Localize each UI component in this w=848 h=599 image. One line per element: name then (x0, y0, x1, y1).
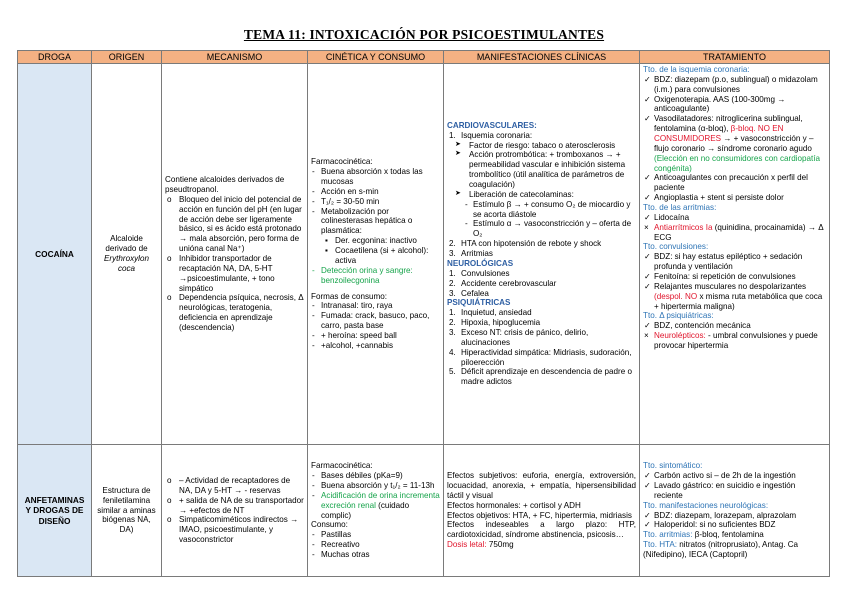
item-text: x misma ruta metabólica que coca + hipertermia maligna) (654, 291, 823, 311)
tto-header: Tto. manifestaciones neurológicas: (643, 500, 769, 510)
list-item (643, 114, 826, 173)
dosis-value: 750mg (488, 540, 514, 550)
header-manifestaciones: MANIFESTACIONES CLÍNICAS (444, 51, 640, 64)
item-text: Relajantes musculares no despolarizantes (654, 281, 807, 291)
list-item: ✓ Fenitoína: si repetición de convulsiones (643, 272, 826, 282)
item-text: Cefalea (461, 288, 489, 298)
list-item (643, 223, 826, 243)
list-item: - Muchas otras (311, 550, 440, 560)
header-origen: ORIGEN (92, 51, 162, 64)
list-item: - Metabolización por colinesterasas hepática o plasmática: (311, 207, 440, 237)
intoxication-table (17, 50, 830, 577)
item-text: → + vasoconstricción y – flujo coronario → síndrome coronario agudo (654, 134, 814, 153)
item-text: Convulsiones (461, 268, 510, 278)
list-item: Efectos subjetivos: euforia, energía, extroversión, locuacidad, anorexia, + empatía, hipersensibilidad táctil y visual (447, 471, 636, 500)
origen-line: Alcaloide (110, 234, 143, 244)
list-item: 2. Accidente cerebrovascular (449, 278, 557, 288)
tto-header: Tto. de las arritmias: (643, 203, 717, 213)
list-item: 2. Hipoxia, hipoglucemia (449, 318, 541, 328)
header-mecanismo: MECANISMO (162, 51, 308, 64)
list-item: - Recreativo (311, 540, 440, 550)
warning-text: Neurolépticos: (654, 331, 706, 341)
list-item: Efectos hormonales: + cortisol y ADH (447, 500, 581, 510)
origen-line: derivado de (105, 244, 148, 254)
header-droga: DROGA (18, 51, 92, 64)
list-item: 1. Isquemia coronaria: (449, 130, 533, 140)
list-item: ➤ Factor de riesgo: tabaco o aterosclerosis (447, 141, 636, 151)
cinetica-anfetaminas (308, 445, 444, 577)
item-text: Exceso NT: crisis de pánico, delirio, alucinaciones (461, 327, 589, 347)
item-text: Accidente cerebrovascular (461, 278, 557, 288)
list-item: - Estímulo β → + consumo O₂ de miocardio y se acorta diástole (447, 200, 636, 220)
neuro-header: NEUROLÓGICAS (447, 258, 514, 268)
list-item: o + salida de NA de su transportador → +efectos de NT (165, 496, 304, 516)
item-text: Déficit aprendizaje en descendencia de padre o madre adictos (461, 367, 632, 387)
list-item (643, 331, 826, 351)
list-item: - +alcohol, +cannabis (311, 341, 440, 351)
item-text: Hipoxia, hipoglucemia (461, 318, 541, 328)
list-item: - + heroína: speed ball (311, 331, 440, 341)
list-item: ✓ Carbón activo si – de 2h de la ingestión (643, 471, 826, 481)
list-item: ✓ Lavado gástrico: en suicidio e ingestión reciente (643, 481, 826, 501)
list-item: 1. Convulsiones (449, 268, 510, 278)
table-row-cocaina (18, 64, 830, 445)
list-item: ▪ Der. ecgonina: inactivo (311, 236, 440, 246)
list-item: - Acción en s-min (311, 187, 440, 197)
list-item (311, 491, 440, 521)
list-item: ➤ Acción protrombótica: + tromboxanos → + permeabilidad vascular e inhibición sistema trombolítico (útil analítica de parámetros de coagulación) (447, 150, 636, 189)
droga-cocaina: COCAÍNA (18, 64, 92, 445)
item-text: Inquietud, ansiedad (461, 308, 532, 318)
tto-header: Tto. HTA: (643, 540, 678, 550)
tto-header: Tto. sintomático: (643, 461, 703, 471)
note-text: (Elección en no consumidores con cardiopatía congénita) (654, 153, 821, 173)
item-text: Isquemia coronaria: (461, 130, 533, 140)
list-item: - Estímulo α → vasoconstricción y – oferta de O₂ (447, 219, 636, 239)
list-item: ➤ Liberación de catecolaminas: (447, 190, 636, 200)
list-item (643, 282, 826, 312)
mecanismo-anfetaminas (162, 445, 308, 577)
origen-cocaina (92, 64, 162, 445)
consumo-header: Consumo: (311, 520, 348, 530)
list-item: ✓ BDZ: diazepam, lorazepam, alprazolam (643, 511, 826, 521)
tratamiento-cocaina (640, 64, 830, 445)
list-item: ✓ Angioplastia + stent si persiste dolor (643, 193, 826, 203)
list-item: 5. Déficit aprendizaje en descendencia de padre o madre adictos (449, 367, 632, 387)
cinetica-header: Farmacocinética: (311, 157, 373, 167)
list-item: - Pastillas (311, 530, 440, 540)
item-text: (quinidina, procainamida) → Δ ECG (654, 222, 824, 242)
list-item: Efectos indeseables a largo plazo: HTP, cardiotoxicidad, síndrome abstinencia, psicosis… (447, 520, 636, 540)
tto-header: Tto. arritmias: (643, 530, 693, 540)
cardio-header: CARDIOVASCULARES: (447, 120, 537, 130)
tratamiento-anfetaminas (640, 445, 830, 577)
item-text: nitratos (nitroprusiato), Antag. Ca (Nifedipino), IECA (Captopril) (643, 540, 799, 559)
tto-header: Tto. de la isquemia coronaria: (643, 65, 750, 74)
list-item: 3. Arritmias (449, 249, 493, 259)
list-item: o Simpaticomiméticos indirectos → IMAO, psicoestimulante, y vasoconstrictor (165, 515, 304, 545)
detection-text: - Detección orina y sangre: benzoilecgonina (311, 266, 440, 286)
item-text: Arritmias (461, 249, 493, 259)
warning-text: β-bloq. NO EN CONSUMIDORES (654, 124, 784, 144)
warning-text: Antiarrítmicos Ia (654, 222, 713, 232)
origen-species: Erythroxylon coca (104, 254, 149, 273)
list-item: ✓ BDZ, contención mecánica (643, 321, 826, 331)
list-item: ✓ Haloperidol: si no suficientes BDZ (643, 520, 826, 530)
note-text: Acidificación de orina incrementa excreción renal (321, 490, 440, 510)
list-item: ✓ Anticoagulantes con precaución x perfil del paciente (643, 173, 826, 193)
tto-header: Tto. Δ psiquiátricas: (643, 311, 714, 321)
cinetica-header: Farmacocinética: (311, 461, 373, 471)
warning-text: (despol. NO (654, 291, 698, 301)
item-text: β-bloq, fentolamina (694, 530, 764, 540)
list-item: - Bases débiles (pKa=9) (311, 471, 440, 481)
table-row-anfetaminas (18, 445, 830, 577)
item-text: - umbral convulsiones y puede provocar hipertermia (654, 331, 818, 351)
list-item: 2. HTA con hipotensión de rebote y shock (449, 239, 602, 249)
list-item: ✓ Oxigenoterapia. AAS (100-300mg → anticoagulante) (643, 95, 826, 115)
list-item: - Buena absorción x todas las mucosas (311, 167, 440, 187)
cinetica-cocaina (308, 64, 444, 445)
item-text: Hiperactividad simpática: Midriasis, sudoración, piloerección (461, 347, 632, 367)
item-text: (cuidado complic) (321, 500, 410, 520)
list-item (643, 530, 826, 540)
manifestaciones-anfetaminas (444, 445, 640, 577)
list-item (643, 540, 826, 560)
manifestaciones-cocaina (444, 64, 640, 445)
list-item: - Buena absorción y t₁/₂ = 11-13h (311, 481, 440, 491)
list-item: 1. Inquietud, ansiedad (449, 308, 532, 318)
list-item: o Bloqueo del inicio del potencial de acción en función del pH (en lugar de acción debe ser ligeramente básico, si es ácido está protonado → mala absorción, pero forma de unióna canal Na⁺) (165, 195, 304, 254)
mecanismo-cocaina (162, 64, 308, 445)
dosis-letal (447, 540, 636, 550)
list-item: - T₁/₂ = 30-50 min (311, 197, 440, 207)
list-item: 3. Cefalea (449, 288, 489, 298)
list-item: ✓ BDZ: si hay estatus epiléptico + sedación profunda y ventilación (643, 252, 826, 272)
list-item: ▪ Cocaetilena (si + alcohol): activa (311, 246, 440, 266)
list-item: - Intranasal: tiro, raya (311, 301, 440, 311)
page-title: TEMA 11: INTOXICACIÓN POR PSICOESTIMULANTES (243, 27, 605, 42)
header-cinetica: CINÉTICA Y CONSUMO (308, 51, 444, 64)
list-item: Efectos objetivos: HTA, + FC, hipertermia, midriasis (447, 510, 632, 520)
consumo-header: Formas de consumo: (311, 291, 388, 301)
mecanismo-intro: Contiene alcaloides derivados de pseudtropanol. (165, 175, 285, 194)
list-item: 3. Exceso NT: crisis de pánico, delirio, alucinaciones (449, 327, 589, 347)
list-item: - Fumada: crack, basuco, paco, carro, pasta base (311, 311, 440, 331)
droga-anfetaminas: ANFETAMINAS Y DROGAS DE DISEÑO (18, 445, 92, 577)
item-text: Vasodilatadores: nitroglicerina sublingual, fentolamina (α-bloq), (654, 114, 803, 134)
header-tratamiento: TRATAMIENTO (640, 51, 830, 64)
list-item: ✓ BDZ: diazepam (p.o, sublingual) o midazolam (i.m.) para convulsiones (643, 75, 826, 95)
psiq-header: PSIQUIÁTRICAS (447, 298, 511, 308)
header-row (18, 51, 830, 64)
item-text: HTA con hipotensión de rebote y shock (461, 239, 602, 249)
list-item: o Inhibidor transportador de recaptación NA, DA, 5-HT →psicoestimulante, + tono simpático (165, 254, 304, 293)
list-item: o – Actividad de recaptadores de NA, DA y 5-HT → - reservas (165, 476, 304, 496)
dosis-label: Dosis letal: (447, 540, 487, 550)
list-item: 4. Hiperactividad simpática: Midriasis, sudoración, piloerección (449, 347, 632, 367)
origen-anfetaminas: Estructura de feniletilamina similar a aminas biógenas NA, DA) (92, 445, 162, 577)
list-item: o Dependencia psíquica, necrosis, Δ neurológicas, teratogenia, deficiencia en aprendizaje (descendencia) (165, 293, 304, 332)
list-item: ✓ Lidocaína (643, 213, 826, 223)
tto-header: Tto. convulsiones: (643, 242, 709, 252)
